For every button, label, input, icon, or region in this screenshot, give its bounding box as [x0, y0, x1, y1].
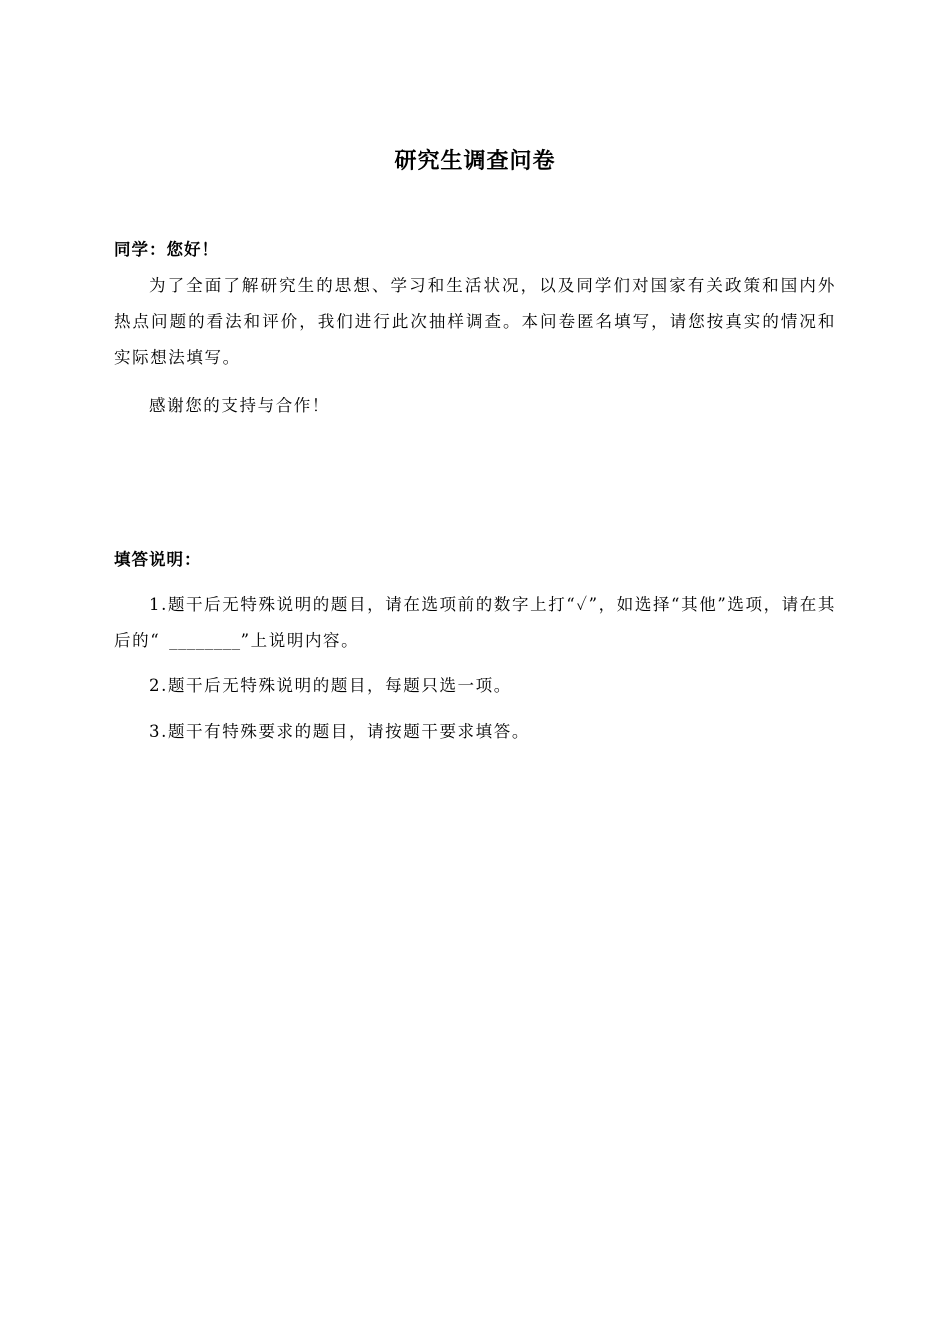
greeting: 同学：您好！ [114, 240, 219, 259]
instructions-heading: 填答说明： [114, 550, 202, 569]
page-title: 研究生调查问卷 [394, 149, 556, 174]
intro-paragraph: 为了全面了解研究生的思想、学习和生活状况，以及同学们对国家有关政策和国内外热点问题的看法和评价，我们进行此次抽样调查。本问卷匿名填写，请您按真实的情况和实际想法填写。 [114, 276, 836, 367]
thanks-paragraph: 感谢您的支持与合作！ [149, 396, 330, 415]
instruction-item-1 [114, 587, 836, 660]
instruction-item-1-text: 1.题干后无特殊说明的题目，请在选项前的数字上打“✓”，如选择“其他”选项，请在其后的“ [114, 595, 836, 650]
answer-blank-line: ________ [160, 634, 241, 650]
instruction-item-2: 2.题干后无特殊说明的题目，每题只选一项。 [149, 676, 512, 695]
instruction-item-1-tail: ”上说明内容。 [240, 631, 360, 650]
instruction-item-3: 3.题干有特殊要求的题目，请按题干要求填答。 [149, 722, 530, 741]
